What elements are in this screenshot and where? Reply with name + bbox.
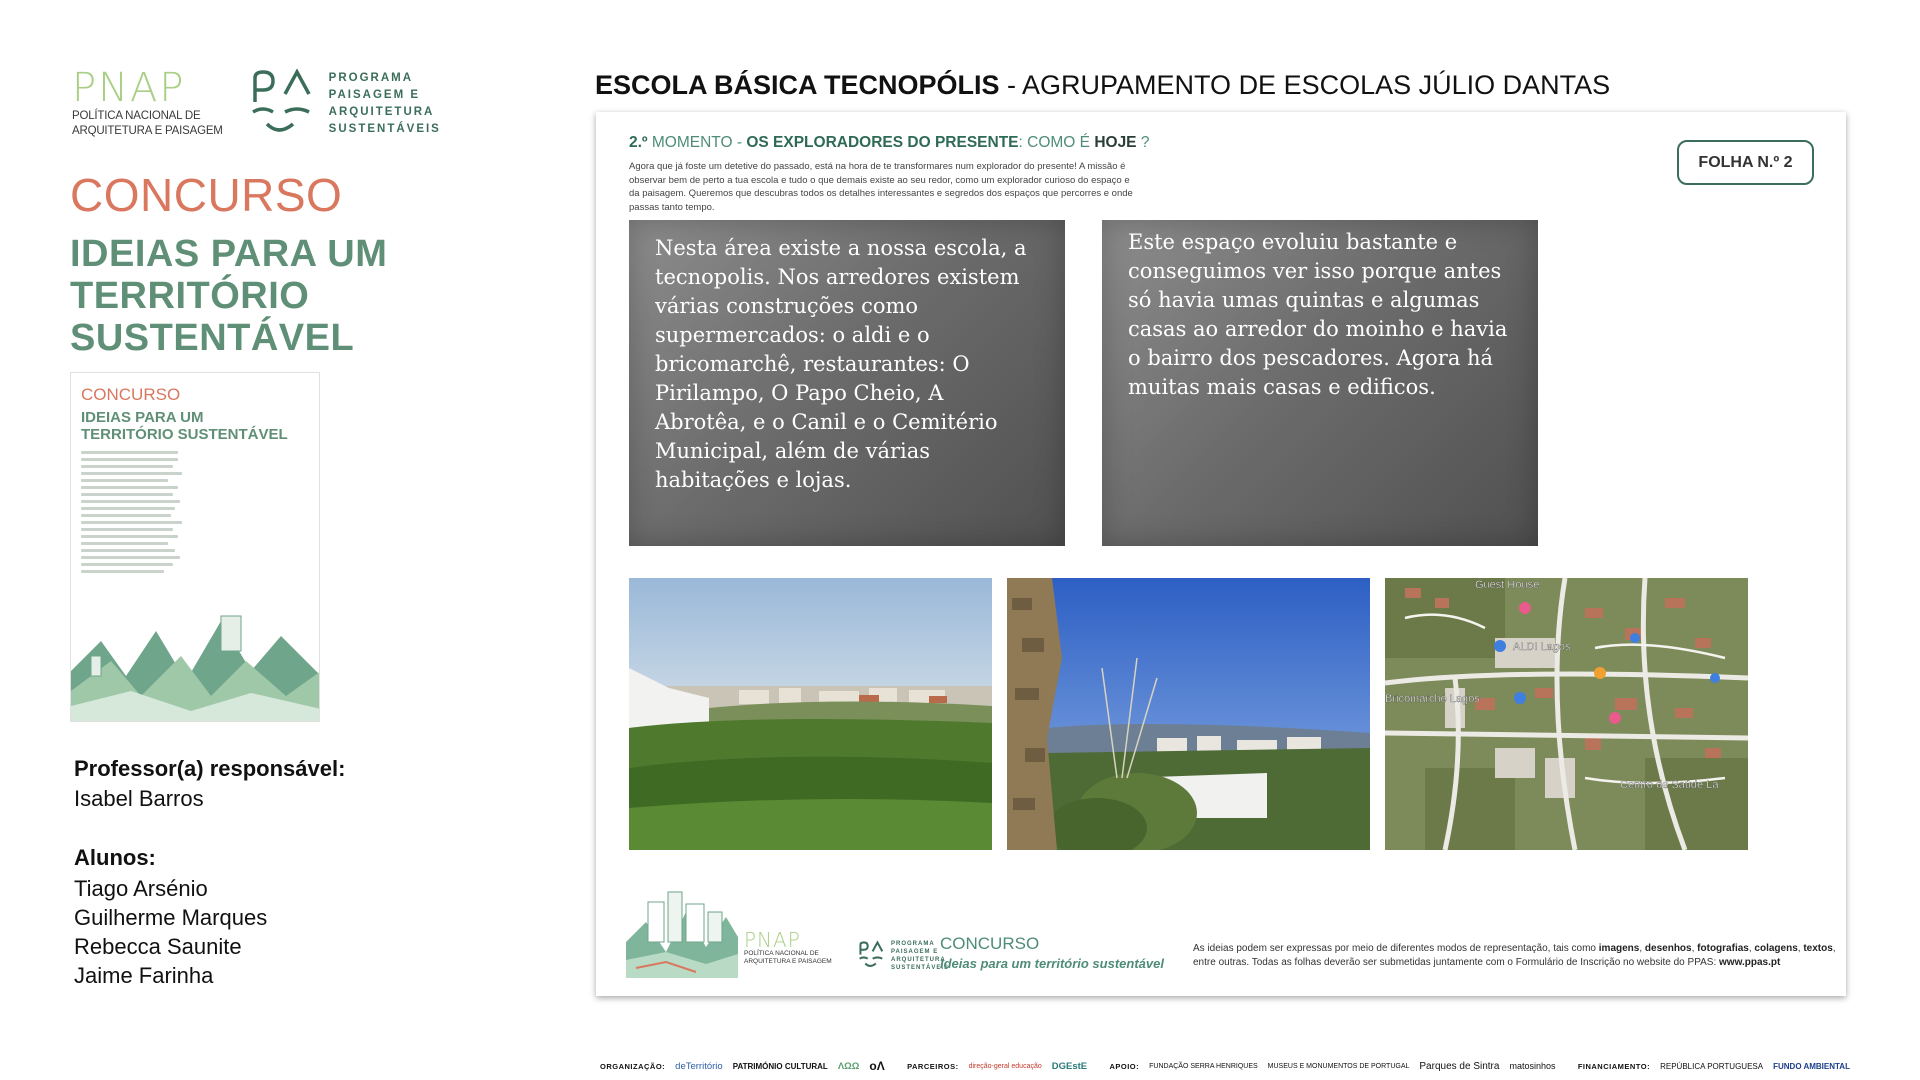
sponsor-bar (600, 1054, 1850, 1078)
city-hills-illustration (626, 882, 738, 978)
footer-note-sep: , (1748, 943, 1755, 954)
sponsor-funding-label: FINANCIAMENTO: (1577, 1061, 1651, 1071)
footer-note-url[interactable]: www.ppas.pt (1719, 957, 1781, 968)
text-box-left: Nesta área existe a nossa escola, a tecnopolis. Nos arredores existem várias construções como supermercados: o aldi e o bricomarchê, restaurantes: O Pirilampo, O Papo Cheio, A Abrotêa, e o Canil e o Cemitério Municipal, além de várias habitações e lojas. (629, 220, 1065, 546)
school-title-rest: - AGRUPAMENTO DE ESCOLAS JÚLIO DANTAS (999, 70, 1611, 100)
ideias-title-line-1: IDEIAS PARA UM (70, 233, 388, 275)
photo-blue-sky-view (1007, 578, 1370, 850)
moment-question: : COMO É (1018, 134, 1095, 151)
moment-number: 2.º (629, 134, 648, 151)
teacher-name: Isabel Barros (74, 786, 204, 811)
school-title (595, 70, 1610, 101)
sponsor-logo: MUSEUS E MONUMENTOS DE PORTUGAL (1267, 1062, 1410, 1070)
footer-note-desenhos: desenhos (1644, 943, 1692, 954)
text-box-right: Este espaço evoluiu bastante e conseguimos ver isso porque antes só havia umas quintas e algumas casas ao arredor do moinho e havia o bairro dos pescadores. Agora há muitas mais casas e edificos. (1102, 220, 1538, 546)
footer-ppas-line-1: PROGRAMA (891, 941, 935, 947)
pnap-logo (72, 65, 223, 138)
student-name: Tiago Arsénio (74, 876, 208, 901)
moment-word: MOMENTO - (647, 134, 747, 151)
footer-note-sep: , (1797, 943, 1804, 954)
header-logos (72, 65, 441, 140)
footer-ppas-line-4: SUSTENTÁVEIS (891, 965, 950, 971)
sheet-footer (626, 882, 1836, 982)
map-label-aldi: ALDI Lagos (1513, 641, 1571, 653)
student-name: Jaime Farinha (74, 963, 214, 988)
moment-description: Agora que já foste um detetive do passado, está na hora de te transformares num explorador do presente! A missão é observar bem de perto a tua escola e tudo o que demais existe ao seu redor, como um explorador curioso do espaço e da paisagem. Queremos que descubras todos os detalhes interessantes e segredos dos espaços que percorres e onde passas tanto tempo. (629, 161, 1133, 213)
ppas-line-4: SUSTENTÁVEIS (328, 123, 441, 135)
pnap-logo-word: PNAP (72, 65, 186, 111)
footer-pnap-logo (744, 930, 832, 966)
moment-title (629, 134, 1149, 152)
footer-ppas-mark-icon (858, 940, 888, 970)
student-name: Rebecca Saunite (74, 934, 242, 959)
contest-poster-thumbnail (70, 372, 320, 722)
worksheet (596, 112, 1846, 996)
pnap-logo-sub-1: POLÍTICA NACIONAL DE (72, 110, 201, 122)
sponsor-logo: FUNDO AMBIENTAL (1773, 1061, 1850, 1071)
footer-concurso-sub: Ideias para um território sustentável (940, 956, 1164, 971)
footer-note (1193, 942, 1843, 970)
sponsor-support-label: APOIO: (1109, 1061, 1140, 1071)
poster-concurso: CONCURSO (81, 385, 181, 404)
footer-note-fotografias: fotografias (1697, 943, 1749, 954)
footer-note-imagens: imagens (1598, 943, 1640, 954)
sponsor-logo: ΛΩΩ (837, 1060, 860, 1072)
moment-name: OS EXPLORADORES DO PRESENTE (746, 134, 1019, 151)
moment-end: ? (1136, 134, 1150, 151)
sponsor-logo: Parques de Sintra (1419, 1060, 1500, 1072)
footer-ppas-logo (858, 940, 949, 972)
student-name: Guilherme Marques (74, 905, 268, 930)
sponsor-partners-label: PARCEIROS: (907, 1061, 959, 1071)
sponsor-logo: matosinhos (1509, 1061, 1556, 1071)
ideias-title-line-2: TERRITÓRIO (70, 275, 310, 317)
footer-concurso-word: CONCURSO (940, 934, 1040, 953)
map-label-bricomarche: Bricomarché Lagos (1385, 693, 1480, 705)
ppas-logo-text (329, 70, 441, 138)
footer-note-sep: , (1691, 943, 1698, 954)
ppas-logo (249, 68, 441, 138)
sponsor-logo: REPÚBLICA PORTUGUESA (1660, 1061, 1764, 1071)
ppas-line-3: ARQUITETURA (328, 106, 435, 118)
blue-sky-photo-image (1007, 578, 1370, 850)
ppas-line-1: PROGRAMA (328, 72, 414, 84)
concurso-title: CONCURSO (70, 169, 343, 221)
footer-note-text-2: , entre outras. Todas as folhas deverão ser submetidas juntamente com o Formulário de Inscrição no website do PPAS: (1193, 943, 1836, 968)
footer-pnap-sub-1: POLÍTICA NACIONAL DE (744, 950, 819, 957)
footer-pnap-sub-2: ARQUITETURA E PAISAGEM (744, 958, 832, 965)
footer-ppas-line-2: PAISAGEM E (891, 949, 939, 955)
map-label-guest-house: Guest House (1475, 579, 1540, 591)
teacher-label: Professor(a) responsável: (74, 756, 346, 781)
ppas-mark-icon (249, 68, 323, 138)
sponsor-logo: deTerritório (675, 1060, 723, 1072)
footer-note-colagens: colagens (1754, 943, 1798, 954)
sponsor-logo: FUNDAÇÃO SERRA HENRIQUES (1149, 1062, 1258, 1070)
footer-note-textos: textos (1803, 943, 1833, 954)
moment-hoje: HOJE (1094, 134, 1137, 151)
footer-note-sep: , (1639, 943, 1645, 954)
ppas-line-2: PAISAGEM E (328, 89, 421, 101)
poster-ideias: IDEIAS PARA UM TERRITÓRIO SUSTENTÁVEL (81, 409, 288, 443)
folha-badge: FOLHA N.º 2 (1677, 140, 1814, 185)
footer-ppas-line-3: ARQUITETURA (891, 957, 946, 963)
footer-pnap-word: PNAP (744, 928, 801, 952)
school-title-bold: ESCOLA BÁSICA TECNOPÓLIS (595, 70, 1000, 100)
ideias-title-line-3: SUSTENTÁVEL (70, 317, 355, 359)
footer-concurso (940, 934, 1164, 971)
photo-panorama-field (629, 578, 992, 850)
panorama-photo-image (629, 578, 992, 850)
footer-note-text: As ideias podem ser expressas por meio de diferentes modos de representação, tais como (1193, 943, 1599, 954)
sponsor-logo: oΛ (869, 1059, 885, 1073)
sponsor-logo: direção-geral educação (968, 1062, 1042, 1070)
map-label-centro-saude: Centro de Saúde La (1620, 779, 1719, 791)
pnap-logo-sub-2: ARQUITETURA E PAISAGEM (72, 125, 223, 137)
ideias-title (70, 233, 410, 359)
sponsor-org-label: ORGANIZAÇÃO: (600, 1061, 666, 1071)
students-label: Alunos: (74, 845, 156, 870)
sponsor-logo: DGEstE (1051, 1060, 1088, 1072)
sponsor-logo: PATRIMÓNIO CULTURAL (732, 1061, 828, 1071)
students-list (74, 874, 267, 990)
poster-hills-illustration (71, 601, 320, 721)
aerial-map-image (1385, 578, 1748, 850)
photo-aerial-map (1385, 578, 1748, 850)
